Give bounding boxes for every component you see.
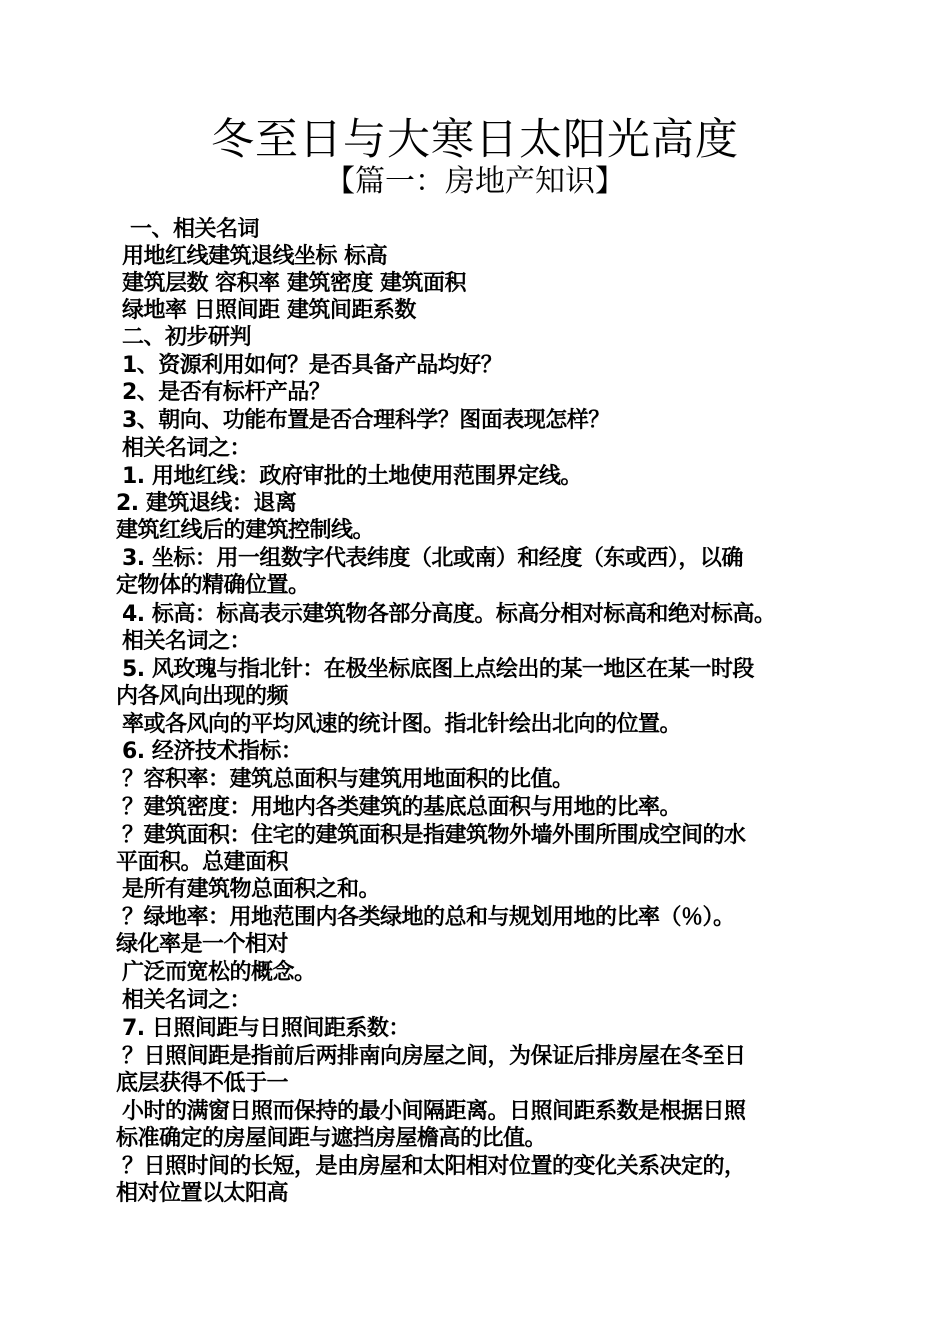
body-line: ？日照间距是指前后两排南向房屋之间，为保证后排房屋在冬至日 bbox=[122, 1044, 746, 1069]
body-line: 3、朝向、功能布置是否合理科学？图面表现怎样？ bbox=[122, 408, 610, 433]
body-line: 建筑红线后的建筑控制线。 bbox=[116, 518, 375, 543]
body-line: 相对位置以太阳高 bbox=[116, 1181, 289, 1206]
body-line: 绿地率 日照间距 建筑间距系数 bbox=[122, 298, 416, 323]
body-line: 平面积。总建面积 bbox=[116, 850, 289, 875]
body-line: 定物体的精确位置。 bbox=[116, 573, 310, 598]
body-line: 5. 风玫瑰与指北针：在极坐标底图上点绘出的某一地区在某一时段 bbox=[122, 657, 754, 682]
body-line: 内各风向出现的频 bbox=[116, 684, 289, 709]
body-line: 1、资源利用如何？是否具备产品均好？ bbox=[122, 353, 503, 378]
body-line: 二、初步研判 bbox=[122, 325, 252, 350]
body-line: 相关名词之： bbox=[122, 436, 252, 461]
body-line: 率或各风向的平均风速的统计图。指北针绘出北向的位置。 bbox=[122, 712, 682, 737]
body-line: 1. 用地红线：政府审批的土地使用范围界定线。 bbox=[122, 464, 582, 489]
body-line: 2. 建筑退线：退离 bbox=[116, 491, 297, 516]
body-line: 3. 坐标：用一组数字代表纬度（北或南）和经度（东或西），以确 bbox=[122, 546, 743, 571]
body-line: 建筑层数 容积率 建筑密度 建筑面积 bbox=[122, 271, 466, 296]
body-line: 7. 日照间距与日照间距系数： bbox=[122, 1016, 410, 1041]
body-line: 用地红线建筑退线坐标 标高 bbox=[122, 244, 388, 269]
body-line: 标准确定的房屋间距与遮挡房屋檐高的比值。 bbox=[116, 1126, 547, 1151]
document-subtitle: 【篇一：房地产知识】 bbox=[325, 164, 625, 199]
body-line: 一、相关名词 bbox=[130, 217, 260, 242]
body-line: ？建筑面积：住宅的建筑面积是指建筑物外墙外围所围成空间的水 bbox=[122, 823, 746, 848]
body-line: 绿化率是一个相对 bbox=[116, 932, 289, 957]
body-line: 底层获得不低于一 bbox=[116, 1071, 289, 1096]
body-line: ？建筑密度：用地内各类建筑的基底总面积与用地的比率。 bbox=[122, 795, 682, 820]
body-line: 6. 经济技术指标： bbox=[122, 739, 303, 764]
body-line: 是所有建筑物总面积之和。 bbox=[122, 877, 381, 902]
body-line: 2、是否有标杆产品？ bbox=[122, 380, 331, 405]
body-line: 广泛而宽松的概念。 bbox=[122, 960, 316, 985]
body-line: ？绿地率：用地范围内各类绿地的总和与规划用地的比率（％）。 bbox=[122, 905, 735, 930]
document-title: 冬至日与大寒日太阳光高度 bbox=[211, 115, 739, 165]
body-line: 相关名词之： bbox=[122, 629, 252, 654]
body-line: ？容积率：建筑总面积与建筑用地面积的比值。 bbox=[122, 767, 574, 792]
body-line: 相关名词之： bbox=[122, 988, 252, 1013]
body-line: 小时的满窗日照而保持的最小间隔距离。日照间距系数是根据日照 bbox=[122, 1099, 746, 1124]
body-line: ？日照时间的长短，是由房屋和太阳相对位置的变化关系决定的， bbox=[122, 1154, 746, 1179]
body-line: 4. 标高：标高表示建筑物各部分高度。标高分相对标高和绝对标高。 bbox=[122, 602, 776, 627]
